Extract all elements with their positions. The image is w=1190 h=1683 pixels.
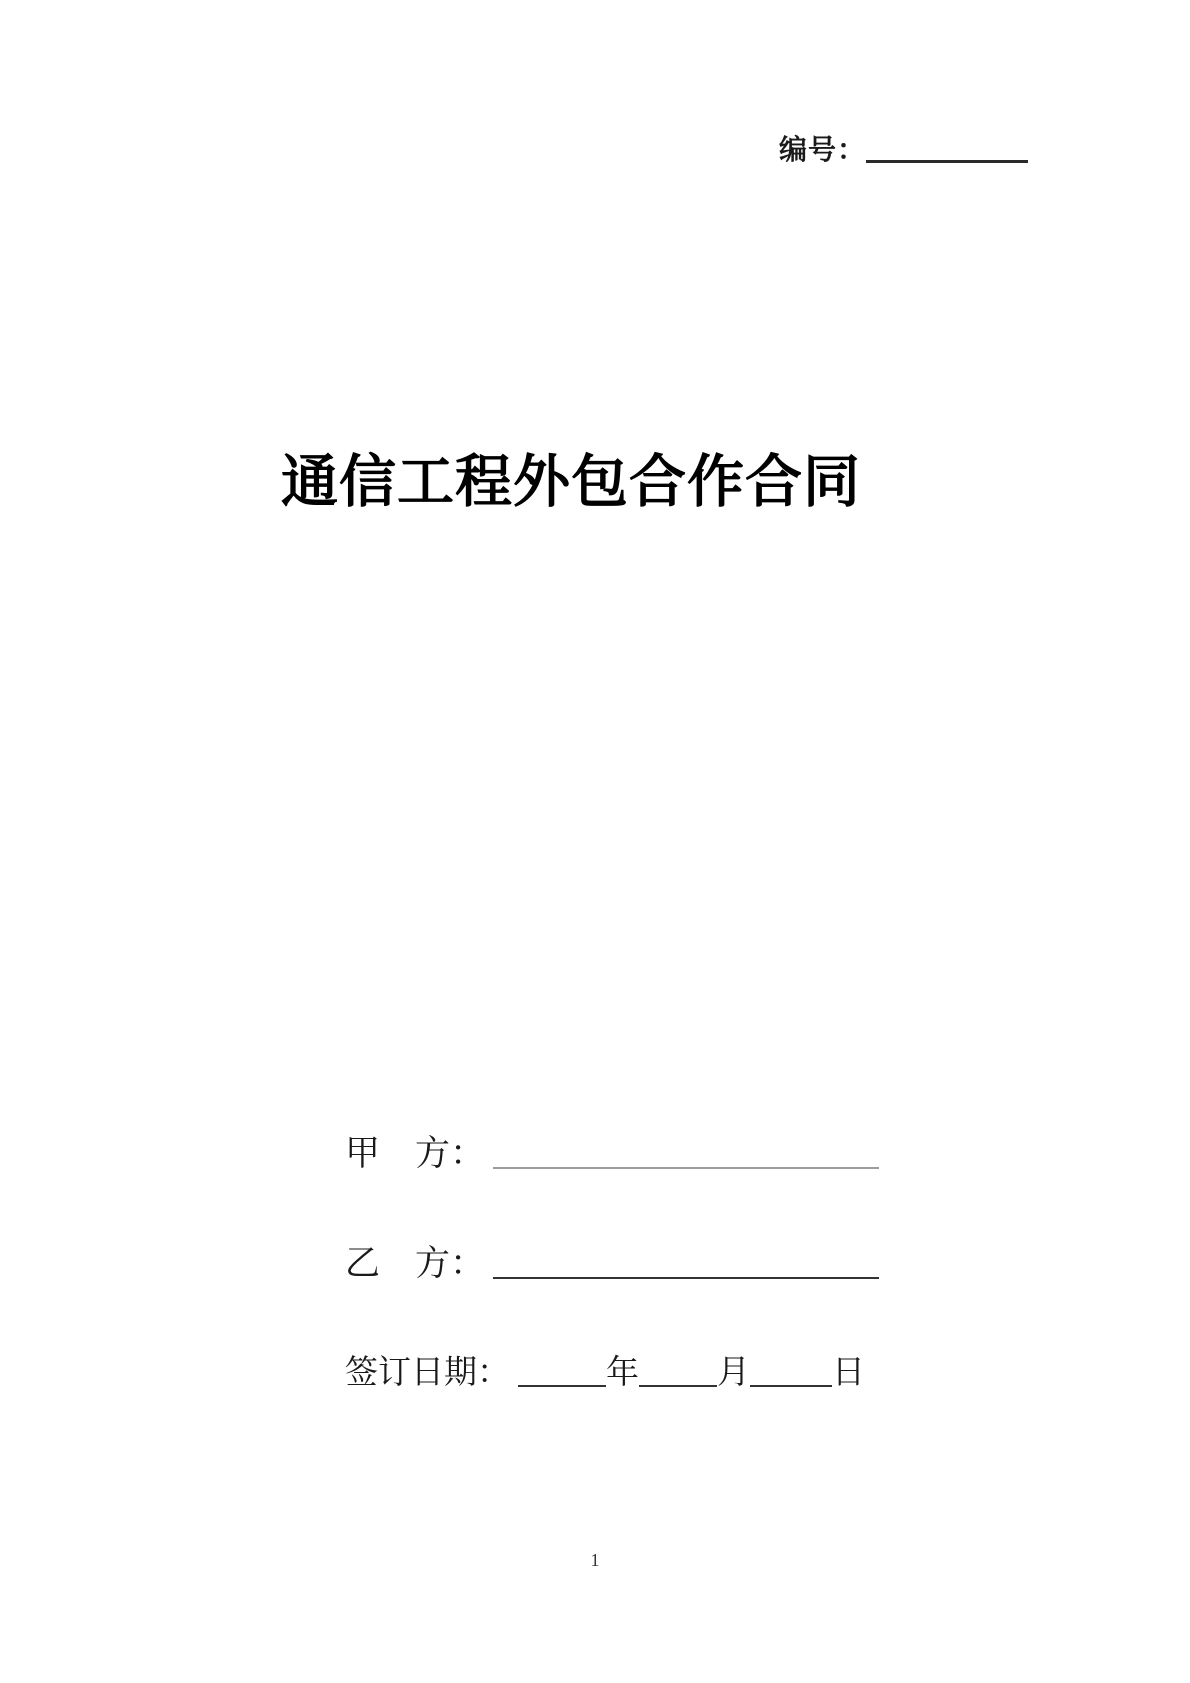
- sign-date-day-blank[interactable]: [750, 1381, 832, 1387]
- year-label: 年: [606, 1355, 639, 1391]
- sign-date-label: 签订日期：: [345, 1355, 510, 1391]
- party-a-row: [345, 1126, 879, 1176]
- party-b-blank[interactable]: [493, 1273, 879, 1279]
- page-number: 1: [590, 1550, 600, 1570]
- sign-date-row: [345, 1346, 865, 1393]
- month-label: 月: [717, 1355, 750, 1391]
- party-b-label: 乙 方：: [345, 1244, 486, 1283]
- party-a-blank[interactable]: [493, 1163, 879, 1169]
- party-a-label: 甲 方：: [345, 1134, 486, 1173]
- document-number-line: [779, 128, 1028, 168]
- party-b-row: [345, 1236, 879, 1286]
- document-number-label: 编号：: [779, 135, 867, 166]
- sign-date-year-blank[interactable]: [518, 1381, 606, 1387]
- sign-date-month-blank[interactable]: [639, 1381, 717, 1387]
- contract-title: 通信工程外包合作合同: [281, 451, 861, 514]
- document-number-blank[interactable]: [866, 156, 1028, 163]
- day-label: 日: [832, 1355, 865, 1391]
